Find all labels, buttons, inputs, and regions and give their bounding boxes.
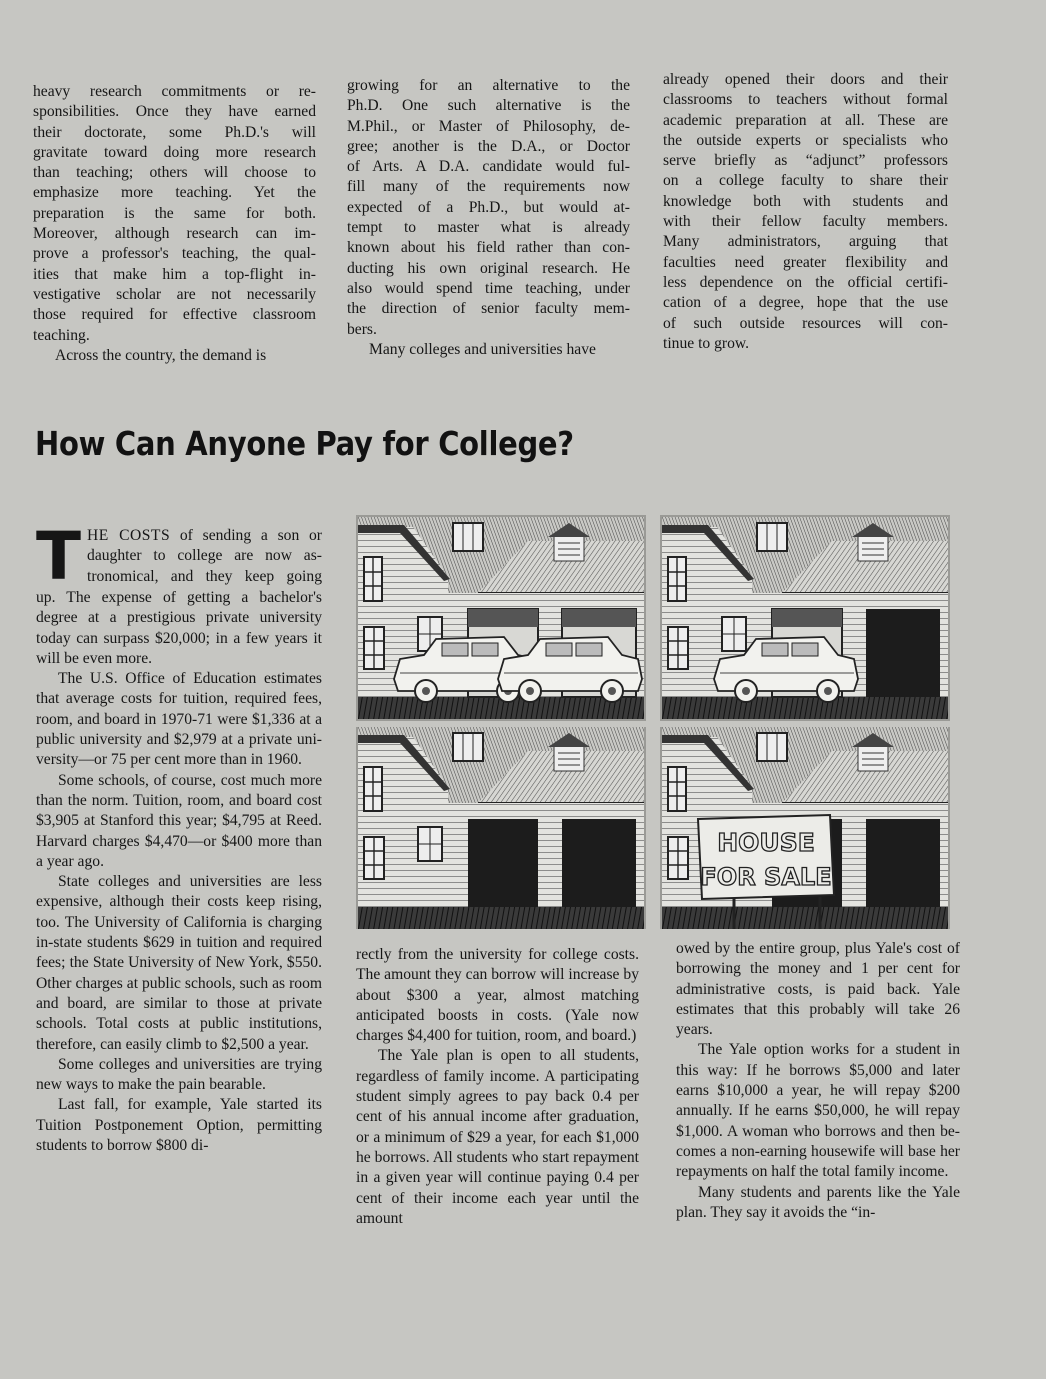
- text-line: prove a professor's teaching, the qual-: [33, 245, 316, 263]
- text-line: already opened their doors and their: [663, 71, 948, 88]
- text-line: ducting his own original research. He: [347, 259, 630, 277]
- text-line: classrooms to teachers without formal: [663, 91, 948, 109]
- text-line: fill many of the requirements now: [347, 178, 630, 196]
- text-line: academic preparation at all. These are: [663, 111, 948, 129]
- top-column-1-paragraph-2: Across the country, the demand is: [55, 346, 267, 364]
- panel-empty-garage: [356, 727, 646, 929]
- article-paragraph: The Yale option works for a student in this way: If he borrows $5,000 and later earns $10,000 a year, he will repay $200 annually. If he earns $50,000, he will repay $1,000. A woman who borrows and then becomes a non-earning housewife will base her repayments on half the total family income.: [676, 1041, 960, 1181]
- text-line: Moreover, although research can im-: [33, 225, 316, 243]
- text-line: bers.: [347, 320, 377, 338]
- text-line: than teaching; others will choose to: [33, 164, 316, 182]
- text-line: gravitate toward doing more research: [33, 143, 316, 161]
- article-column-3: [676, 939, 960, 1223]
- text-line: growing for an alternative to the: [347, 77, 630, 94]
- text-line: their doctorate, some Ph.D.'s will: [33, 123, 316, 141]
- top-column-1: [33, 82, 316, 366]
- text-line: gree; another is the D.A., or Doctor: [347, 137, 630, 155]
- text-line: less dependence on the official certifi-: [663, 273, 948, 291]
- text-line: teaching.: [33, 326, 90, 344]
- text-line: cation of a degree, hope that the use: [663, 294, 948, 312]
- text-line: of Arts. A D.A. candidate would ful-: [347, 158, 630, 176]
- text-line: ities that make him a top-flight in-: [33, 265, 316, 283]
- text-line: serve briefly as “adjunct” professors: [663, 152, 948, 170]
- text-line: preparation is the same for both.: [33, 204, 316, 222]
- text-line: on a college faculty to share their: [663, 172, 948, 190]
- text-line: the direction of senior faculty mem-: [347, 300, 630, 318]
- drop-cap: T: [36, 518, 82, 595]
- text-line: knowledge both with students and: [663, 192, 948, 210]
- text-line: Many administrators, arguing that: [663, 233, 948, 251]
- sign-line-1: HOUSE: [717, 828, 815, 857]
- article-paragraph: The Yale plan is open to all students, regardless of family income. A participating student simply agrees to pay back 0.4 per cent of his annual income after graduation, or a minimum of $29 a year, for each $1,000 he borrows. All students who start repayment in a given year will continue paying 0.4 per cent of their income each year until the amount: [356, 1047, 639, 1227]
- panel-one-car: [660, 515, 950, 721]
- article-paragraph: Last fall, for example, Yale started its Tuition Postponement Option, permitting students to borrow $800 di-: [36, 1096, 322, 1155]
- garage-illustration: [356, 515, 952, 929]
- text-line: M.Phil., or Master of Philosophy, de-: [347, 117, 630, 135]
- lead-line-rest: of sending a son or: [170, 527, 322, 544]
- text-line: known about his field rather than con-: [347, 239, 630, 257]
- article-paragraph: up. The expense of getting a bachelor's degree at a prestigious private university today can surpass $20,000; in a few years it will be even more.: [36, 589, 322, 667]
- text-line: tronomical, and they keep going: [87, 567, 322, 585]
- top-column-3-lines: [663, 70, 948, 354]
- text-line: Ph.D. One such alternative is the: [347, 97, 630, 115]
- article-column-1: [36, 518, 322, 1156]
- lead-smallcaps: HE COSTS: [87, 527, 171, 544]
- text-line: of such outside resources will con-: [663, 314, 948, 332]
- article-paragraph: owed by the entire group, plus Yale's cost of borrowing the money and 1 per cent for administrative costs, is paid back. Yale estimates that this probably will take 26 years.: [676, 940, 960, 1039]
- sign-line-2: FOR SALE: [700, 863, 832, 891]
- text-line: also would spend time teaching, under: [347, 279, 630, 297]
- text-line: daughter to college are now as-: [87, 547, 322, 565]
- text-line: with their fellow faculty members.: [663, 213, 948, 231]
- top-column-2-lines: [347, 76, 630, 340]
- article-column-2: [356, 945, 639, 1229]
- article-paragraph: The U.S. Office of Education estimates that average costs for tuition, required fees, room, and board in 1970-71 were $1,336 at a public university and $2,979 at a private university—or 75 per cent more than in 1960.: [36, 670, 322, 769]
- article-paragraph: Many students and parents like the Yale plan. They say it avoids the “in-: [676, 1183, 960, 1221]
- article-paragraph: Some schools, of course, cost much more than the norm. Tuition, room, and board cost $3,905 at Stanford this year; $4,795 at Reed. Harvard charges $4,470—or $400 more than a year ago.: [36, 771, 322, 870]
- article-paragraph: rectly from the university for college costs. The amount they can borrow will increase by about $300 a year, almost matching anticipated boosts in costs. (Yale now charges $4,400 for tuition, room, and board.): [356, 946, 639, 1045]
- text-line: heavy research commitments or re-: [33, 83, 316, 100]
- text-line: the outside experts or specialists who: [663, 131, 948, 149]
- article-paragraph: State colleges and universities are less expensive, although their costs keep rising, too. The University of California is charging in-state students $629 in tuition and required fees; the State University of New York, $550. Other charges at public schools, such as room and board, are similar to those at private schools. Total costs at public institutions, therefore, can easily climb to $2,500 a year.: [36, 873, 322, 1053]
- article-paragraph: Some colleges and universities are trying new ways to make the pain bearable.: [36, 1055, 322, 1094]
- article-headline: How Can Anyone Pay for College?: [35, 425, 574, 464]
- text-line: expected of a Ph.D., but would at-: [347, 198, 630, 216]
- text-line: tempt to master what is already: [347, 219, 630, 237]
- text-line: vestigative scholar are not necessarily: [33, 285, 316, 303]
- text-line: sponsibilities. Once they have earned: [33, 103, 316, 121]
- panel-two-cars: [356, 515, 646, 721]
- text-line: faculties need greater flexibility and: [663, 253, 948, 271]
- text-line: those required for effective classroom: [33, 306, 316, 324]
- text-line: emphasize more teaching. Yet the: [33, 184, 316, 202]
- top-column-2: [347, 76, 630, 360]
- top-column-1-lines: [33, 82, 316, 346]
- top-column-2-paragraph-2: Many colleges and universities have: [369, 340, 596, 358]
- top-column-3: [663, 70, 948, 354]
- panel-house-for-sale: [660, 727, 950, 929]
- text-line: tinue to grow.: [663, 334, 750, 352]
